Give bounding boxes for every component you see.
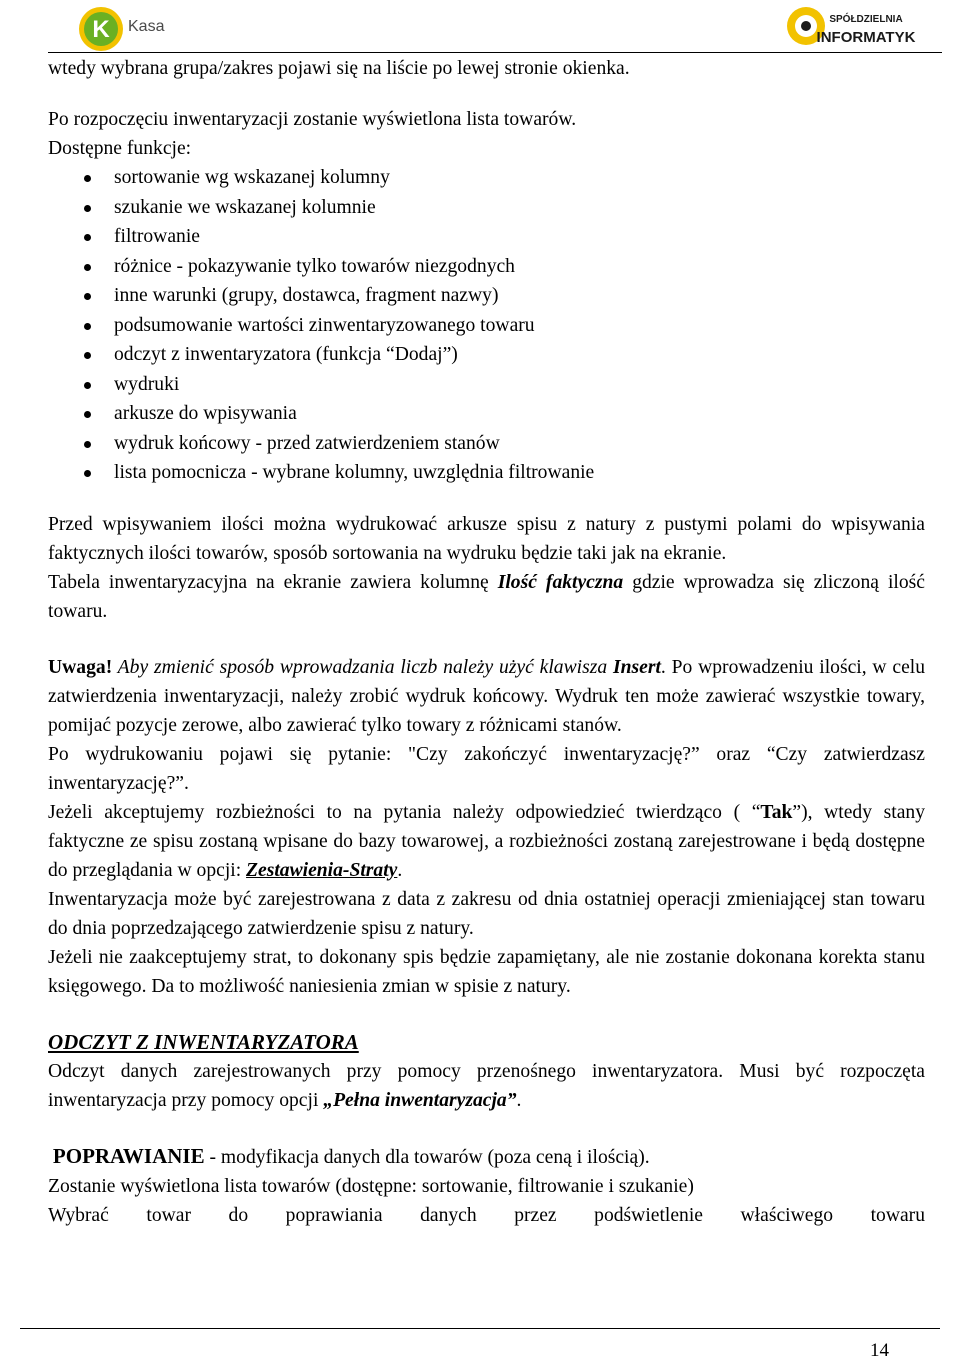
bullet-icon xyxy=(84,352,91,359)
bullet-icon xyxy=(84,234,91,241)
option-name: „Pełna inwentaryzacja” xyxy=(323,1089,517,1111)
bullet-icon xyxy=(84,382,91,389)
spacer xyxy=(48,626,925,653)
list-item: sortowanie wg wskazanej kolumny xyxy=(48,163,925,193)
key-name: Insert xyxy=(612,656,661,678)
spacer xyxy=(48,488,925,510)
list-item: filtrowanie xyxy=(48,222,925,252)
bullet-icon xyxy=(84,175,91,182)
document-body xyxy=(48,54,925,1230)
bullet-icon xyxy=(84,441,91,448)
paragraph-question: Po wydrukowaniu pojawi się pytanie: "Czy zakończyć inwentaryzację?” oraz “Czy zatwierdzasz inwentaryzację?”. xyxy=(48,743,925,794)
kasa-logo-icon xyxy=(78,6,124,52)
list-item: wydruki xyxy=(48,370,925,400)
paragraph-accept: Jeżeli akceptujemy rozbieżności to na pytania należy odpowiedzieć twierdząco ( “Tak”), wtedy stany faktyczne ze spisu zostaną wpisane do bazy towarowej, a rozbieżności zostaną zarejestrowane i będą dostępne do przeglądania w opcji: Zestawienia-Straty. xyxy=(48,801,925,881)
paragraph-date-range: Inwentaryzacja może być zarejestrowana z data z zakresu od dnia ostatniej operacji zmieniającej stan towaru do dnia poprzedzającego zatwierdzenie spisu z natury. xyxy=(48,888,925,939)
bullet-icon xyxy=(84,470,91,477)
column-name: Ilość faktyczna xyxy=(497,571,624,593)
section-title-reader: ODCZYT Z INWENTARYZATORA xyxy=(48,1029,359,1054)
bullet-icon xyxy=(84,264,91,271)
spacer xyxy=(48,83,925,105)
page-header xyxy=(0,0,960,62)
informatyk-logo-icon xyxy=(786,4,926,48)
bullet-icon xyxy=(84,293,91,300)
header-divider xyxy=(48,52,942,53)
svg-text:INFORMATYK: INFORMATYK xyxy=(816,29,916,46)
menu-option-link: Zestawienia-Straty xyxy=(246,859,398,881)
feature-list xyxy=(48,163,925,488)
bullet-icon xyxy=(84,323,91,330)
svg-text:K: K xyxy=(92,16,110,43)
list-item: wydruk końcowy - przed zatwierdzeniem stanów xyxy=(48,429,925,459)
paragraph-edit-list: Zostanie wyświetlona lista towarów (dostępne: sortowanie, filtrowanie i szukanie) xyxy=(48,1175,694,1197)
kasa-logo-text: Kasa xyxy=(128,18,165,35)
answer-yes: Tak xyxy=(760,801,793,823)
list-item: inne warunki (grupy, dostawca, fragment nazwy) xyxy=(48,281,925,311)
paragraph-table-column: Tabela inwentaryzacyjna na ekranie zawiera kolumnę Ilość faktyczna gdzie wprowadza się zliczoną ilość towaru. xyxy=(48,571,925,622)
paragraph-edit-select: Wybrać towar do poprawiania danych przez podświetlenie właściwego towaru xyxy=(48,1204,925,1226)
paragraph-warning: Uwaga! Aby zmienić sposób wprowadzania liczb należy użyć klawisza Insert. Po wprowadzeniu ilości, w celu zatwierdzenia inwentaryzacji, należy zrobić wydruk końcowy. Wydruk ten może zawierać wszystkie towary, pomijać pozycje zerowe, albo zawierać tylko towary z różnicami stanów. xyxy=(48,656,926,736)
spacer xyxy=(48,1115,925,1142)
bullet-icon xyxy=(84,411,91,418)
section-title-edit: POPRAWIANIE - modyfikacja danych dla towarów (poza ceną i ilością). xyxy=(52,1143,650,1168)
page-number: 14 xyxy=(870,1340,889,1361)
list-item: arkusze do wpisywania xyxy=(48,399,925,429)
list-item: szukanie we wskazanej kolumnie xyxy=(48,193,925,223)
warning-label: Uwaga! xyxy=(48,656,113,678)
list-item: odczyt z inwentaryzatora (funkcja “Dodaj”) xyxy=(48,340,925,370)
paragraph-print-sheets: Przed wpisywaniem ilości można wydrukować arkusze spisu z natury z pustymi polami do wpisywania faktycznych ilości towarów, sposób sortowania na wydruku będzie taki jak na ekranie. xyxy=(48,513,925,564)
spacer xyxy=(48,1001,925,1028)
intro-line-1: wtedy wybrana grupa/zakres pojawi się na liście po lewej stronie okienka. xyxy=(48,58,630,79)
list-item: różnice - pokazywanie tylko towarów niezgodnych xyxy=(48,252,925,282)
list-item: lista pomocnicza - wybrane kolumny, uwzględnia filtrowanie xyxy=(48,458,925,488)
intro-line-3: Dostępne funkcje: xyxy=(48,138,192,159)
intro-line-2: Po rozpoczęciu inwentaryzacji zostanie wyświetlona lista towarów. xyxy=(48,109,577,130)
paragraph-reject: Jeżeli nie zaakceptujemy strat, to dokonany spis będzie zapamiętany, ale nie zostanie dokonana korekta stanu księgowego. Da to możliwość naniesienia zmian w spisie z natury. xyxy=(48,946,925,997)
svg-text:SPÓŁDZIELNIA: SPÓŁDZIELNIA xyxy=(829,14,903,25)
list-item: podsumowanie wartości zinwentaryzowanego towaru xyxy=(48,311,925,341)
bullet-icon xyxy=(84,205,91,212)
paragraph-reader: Odczyt danych zarejestrowanych przy pomocy przenośnego inwentaryzatora. Musi być rozpoczęta inwentaryzacja przy pomocy opcji „Pełna inwentaryzacja”. xyxy=(48,1060,925,1111)
footer-divider xyxy=(20,1328,940,1329)
